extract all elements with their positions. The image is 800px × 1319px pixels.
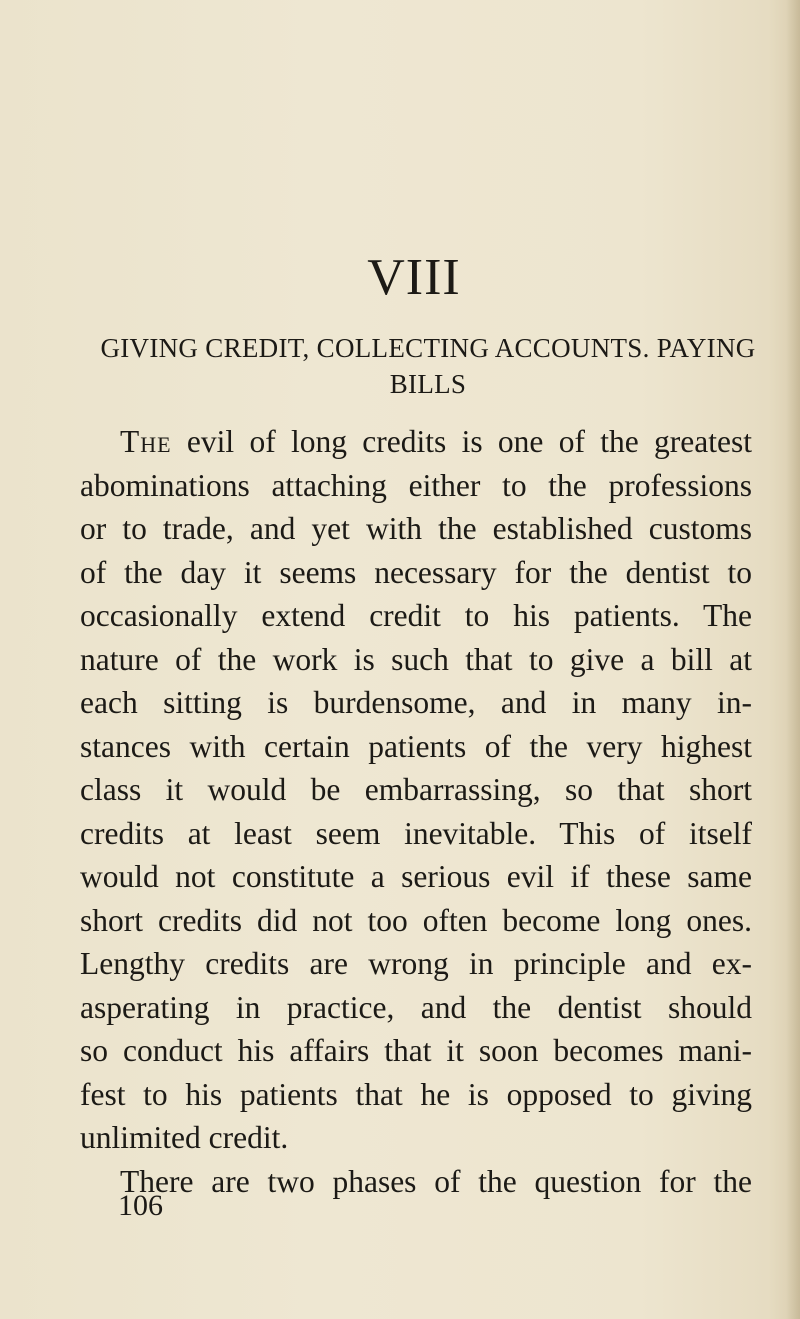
- paragraph-line: of the day it seems necessary for the dentist to: [80, 554, 752, 590]
- paragraph-line: class it would be embarrassing, so that short: [80, 772, 752, 807]
- first-word: The: [120, 424, 172, 459]
- paragraph-line: The evil of long credits is one of the greatest: [120, 424, 752, 459]
- paragraph-line: or to trade, and yet with the established customs: [80, 511, 752, 546]
- paragraph-line: There are two phases of the question for the: [120, 1163, 752, 1199]
- paragraph-line: abominations attaching either to the professions: [80, 467, 752, 503]
- chapter-title-line: BILLS: [389, 369, 467, 399]
- paragraph-line: occasionally extend credit to his patients. The: [80, 598, 752, 633]
- paragraph-line: fest to his patients that he is opposed to giving: [80, 1076, 752, 1112]
- page-number: 106: [118, 1189, 163, 1222]
- paragraph-line: so conduct his affairs that it soon becomes mani-: [80, 1033, 752, 1068]
- page-edge-shadow: [786, 0, 800, 1319]
- chapter-number: VIII: [367, 249, 461, 306]
- paragraph-line: nature of the work is such that to give a bill at: [80, 641, 752, 677]
- paragraph-line: short credits did not too often become long ones.: [80, 902, 752, 938]
- paragraph-line: credits at least seem inevitable. This of itself: [80, 815, 752, 851]
- chapter-title: [84, 330, 772, 402]
- body-text: [80, 420, 752, 1203]
- paragraph-line: would not constitute a serious evil if these same: [80, 859, 752, 894]
- chapter-title-line: GIVING CREDIT, COLLECTING ACCOUNTS. PAYING: [100, 333, 756, 363]
- paragraph-line: unlimited credit.: [80, 1120, 289, 1155]
- paragraph-line: asperating in practice, and the dentist should: [80, 989, 752, 1025]
- paragraph-line: each sitting is burdensome, and in many in-: [80, 685, 752, 720]
- paragraph-line: Lengthy credits are wrong in principle and ex-: [80, 946, 752, 981]
- paragraph-line: stances with certain patients of the very highest: [80, 728, 752, 764]
